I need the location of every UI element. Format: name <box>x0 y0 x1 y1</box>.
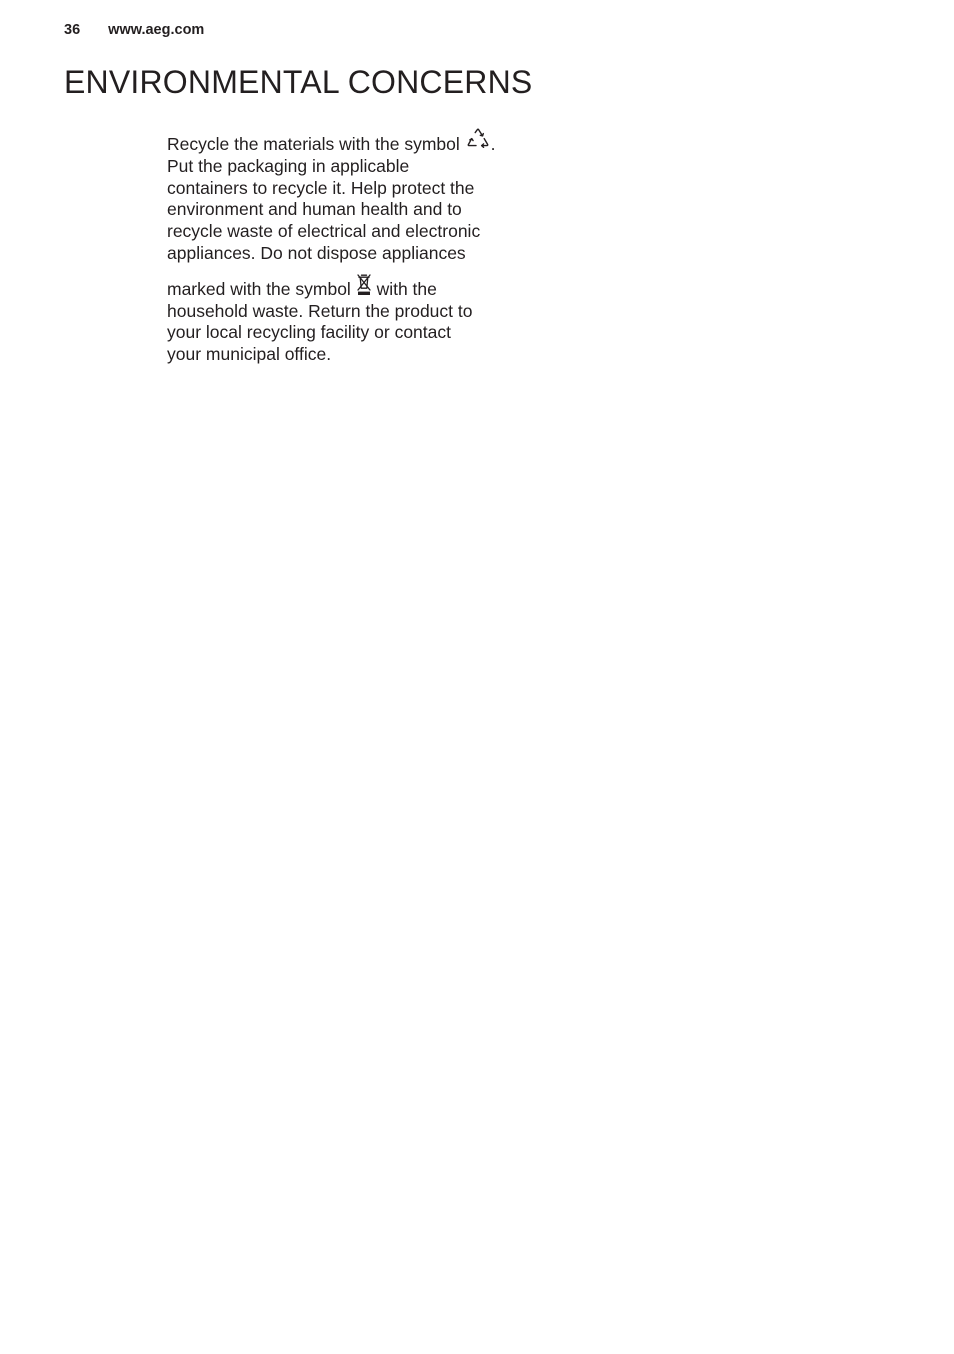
paragraph-text: with the <box>376 278 437 299</box>
paragraph-text: Recycle the materials with the symbol <box>167 134 460 154</box>
paragraph-line: containers to recycle it. Help protect the <box>167 177 475 198</box>
paragraph-text: marked with the symbol <box>167 278 351 299</box>
environmental-paragraph <box>167 128 527 366</box>
paragraph-line: environment and human health and to <box>167 199 462 220</box>
section-title: ENVIRONMENTAL CONCERNS <box>64 64 533 100</box>
paragraph-line <box>167 128 527 156</box>
paragraph-line <box>167 273 527 301</box>
page-number: 36 <box>64 22 81 38</box>
paragraph-line: your municipal office. <box>167 344 332 365</box>
crossed-out-bin-icon <box>356 273 372 297</box>
paragraph-line: household waste. Return the product to <box>167 300 473 321</box>
paragraph-line: your local recycling facility or contact <box>167 322 451 343</box>
paragraph-line: Put the packaging in applicable <box>167 155 410 176</box>
site-url: www.aeg.com <box>108 22 205 38</box>
paragraph-text: . <box>490 134 496 154</box>
paragraph-line: appliances. Do not dispose appliances <box>167 242 466 263</box>
page-header <box>64 22 204 38</box>
paragraph-line: recycle waste of electrical and electronic <box>167 221 481 242</box>
recycle-icon <box>465 128 491 152</box>
